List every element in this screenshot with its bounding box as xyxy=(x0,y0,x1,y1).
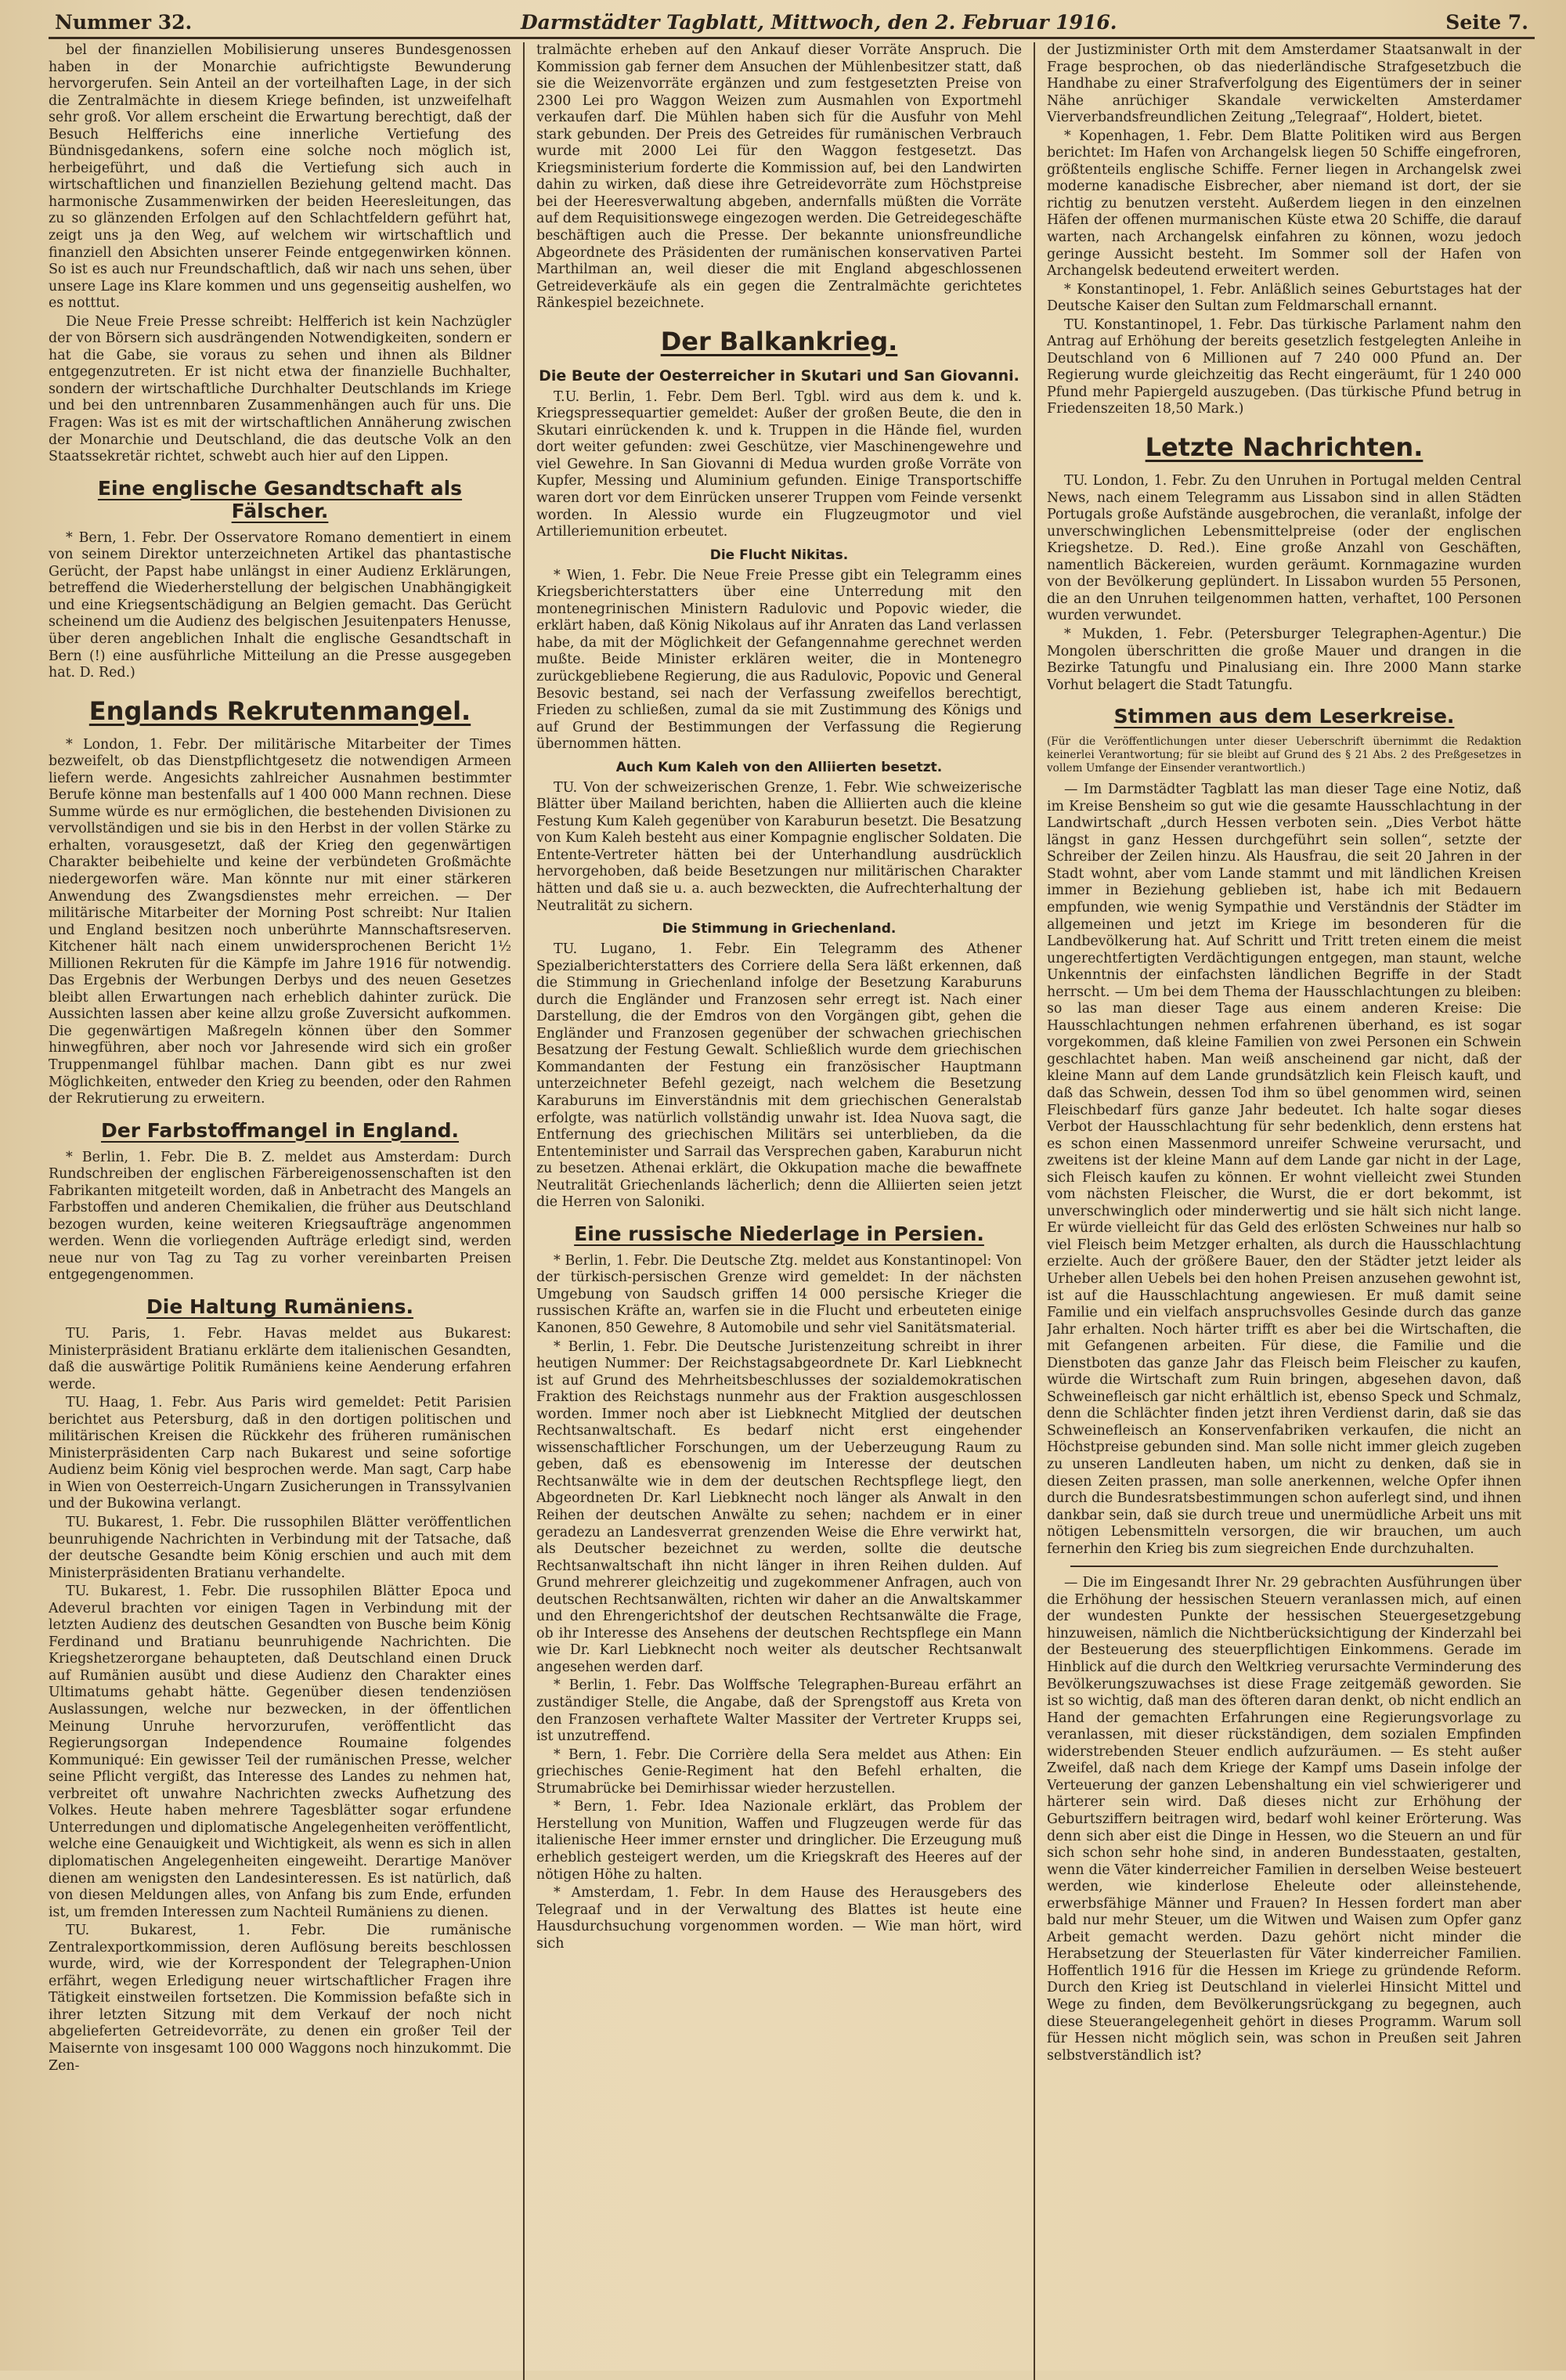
article-paragraph: * Berlin, 1. Febr. Die Deutsche Ztg. meldet aus Konstantinopel: Von der türkisch-persischen Grenze wird gemeldet: In der nächsten Umgebung von Saudsch griffen 14 000 persische Krieger die russischen Kräfte an, warfen sie in die Flucht und erbeuteten einige Kanonen, 850 Gewehre, 8 Automobile und sehr viel Sanitätsmaterial. xyxy=(536,1252,1022,1336)
column-3 xyxy=(1047,42,1521,2380)
article-paragraph: TU. Von der schweizerischen Grenze, 1. Febr. Wie schweizerische Blätter über Mailand berichten, haben die Alliierten auch die kleine Festung Kum Kaleh gegenüber von Karaburun besetzt. Die Besatzung von Kum Kaleh besteht aus einer Kompagnie englischer Soldaten. Die Entente-Vertreter hätten bei der Unterhandlung ausdrücklich hervorgehoben, daß beide Besetzungen nur militärischen Charakter hätten und daß sie u. a. auch bezweckten, die Aufrechterhaltung der Neutralität zu sichern. xyxy=(536,779,1022,914)
article-paragraph: TU. Bukarest, 1. Febr. Die rumänische Zentralexportkommission, deren Auflösung bereits beschlossen wurde, wird, wie der Korrespondent der Telegraphen-Union erfährt, wegen Erledigung neuer wirtschaftlicher Fragen ihre Tätigkeit einstweilen fortsetzen. Die Kommission befaßte sich in ihrer letzten Sitzung mit dem Verkauf der noch nicht abgelieferten Getreidevorräte, zu denen ein großer Teil der Maisernte von insgesamt 100 000 Waggons noch hinzukommt. Die Zen- xyxy=(49,1923,511,2074)
article-paragraph: * Kopenhagen, 1. Febr. Dem Blatte Politiken wird aus Bergen berichtet: Im Hafen von Archangelsk liegen 50 Schiffe eingefroren, größtenteils englische Schiffe. Ferner liegen in Archangelsk zwei moderne kanadische Eisbrecher, aber niemand ist dort, der sie richtig zu benutzen versteht. Außerdem liegen in den einzelnen Häfen der offenen murmanischen Küste etwa 20 Schiffe, die darauf warten, nach Archangelsk einfahren zu können, wozu jedoch geringe Aussicht besteht. Im Sommer soll der Hafen von Archangelsk bedeutend erweitert werden. xyxy=(1047,128,1521,280)
article-paragraph: TU. Paris, 1. Febr. Havas meldet aus Bukarest: Ministerpräsident Bratianu erklärte dem italienischen Gesandten, daß die auswärtige Politik Rumäniens keine Aenderung erfahren werde. xyxy=(49,1326,511,1392)
article-paragraph: * Amsterdam, 1. Febr. In dem Hause des Herausgebers des Telegraaf und in der Verwaltung des Blattes ist heute eine Hausdurchsuchung vorgenommen worden. — Wie man hört, wird sich xyxy=(536,1885,1022,1952)
article-headline: Letzte Nachrichten. xyxy=(1145,432,1423,463)
column-2 xyxy=(536,42,1022,2380)
editorial-note: (Für die Veröffentlichungen unter dieser Ueberschrift übernimmt die Redaktion keinerlei Verantwortung; für sie bleibt auf Grund des § 21 Abs. 2 des Preßgesetzes in vollem Umfange der Einsender verantwortlich.) xyxy=(1047,735,1521,775)
article-paragraph: — Die im Eingesandt Ihrer Nr. 29 gebrachten Ausführungen über die Erhöhung der hessischen Steuern veranlassen mich, auf einen der wundesten Punkte der hessischen Steuergesetzgebung hinzuweisen, nämlich die Nichtberücksichtigung der Kinderzahl bei der Besteuerung des steuerpflichtigen Einkommens. Gerade im Hinblick auf die durch den Weltkrieg verursachte Verminderung des Bevölkerungszuwachses ist diese Frage zeitgemäß geworden. Sie ist so wichtig, daß man des öfteren daran denkt, ob nicht endlich an Hand der gemachten Erfahrungen eine Regierungsvorlage zu veranlassen, mit dieser rückständigen, dem sozialen Empfinden widerstrebenden Steuer endlich aufzuräumen. — Es steht außer Zweifel, daß nach dem Kriege der Kampf ums Dasein infolge der Verteuerung der ganzen Lebenshaltung ein viel schwierigerer und härterer sein wird. Daß dieses nicht zur Erhöhung der Geburtsziffern beitragen wird, bedarf wohl keiner Erörterung. Was denn sich aber eist die Dinge in Hessen, wo die Steuern an und für sich schon sehr hohe sind, in anderen Bundesstaaten, gestalten, wenn die Väter kinderreicher Familien in derselben Weise besteuert werden, wie kinderlose Eheleute oder alleinstehende, erwerbsfähige Männer und Frauen? In Hessen fordert man aber bald nur mehr Steuer, um die Witwen und Waisen zum Opfer ganz Arbeit gemacht werden. Dazu gehört nicht minder die Herabsetzung der Steuerlasten für Väter kinderreicher Familien. Hoffentlich 1916 für die Hessen im Kriege zu gründende Reform. Durch den Krieg ist Deutschland in vielerlei Hinsicht Mittel und Wege zu finden, dem Bevölkerungsrückgang zu begegnen, auch diese Steuerangelegenheit gehört in dieses Programm. Warum soll für Hessen nicht möglich sein, was schon in Preußen seit Jahren selbstverständlich ist? xyxy=(1047,1575,1521,2064)
article-paragraph: * Konstantinopel, 1. Febr. Anläßlich seines Geburtstages hat der Deutsche Kaiser den Sultan zum Feldmarschall ernannt. xyxy=(1047,281,1521,315)
article-paragraph: * Berlin, 1. Febr. Das Wolffsche Telegraphen-Bureau erfährt an zuständiger Stelle, die Angabe, daß der Sprengstoff aus Kreta von den Franzosen verhaftete Walter Massiter der Vertreter Krupps sei, ist unzutreffend. xyxy=(536,1678,1022,1745)
article-paragraph: TU. Lugano, 1. Febr. Ein Telegramm des Athener Spezialberichterstatters des Corriere della Sera läßt erkennen, daß die Stimmung in Griechenland infolge der Besetzung Karaburuns durch die Engländer und Franzosen sehr erregt ist. Nach einer Darstellung, die der Emdros von den Vorgängen gibt, gehen die Engländer und Franzosen gegenüber der schwachen griechischen Besatzung der Festung Gewalt. Schließlich wurde dem griechischen Kommandanten der Festung ein französischer Hauptmann unterzeichneter Befehl gezeigt, nach welchem die Besetzung Karaburuns im Einverständnis mit dem griechischen Generalstab erfolgte, was natürlich vollständig unwahr ist. Idea Nuova sagt, die Entfernung des griechischen Militärs sei unterblieben, da die Ententeminister und Sarrail das Versprechen gaben, Karaburun nicht zu besetzen. Athenai erklärt, die Okkupation mache die bewaffnete Neutralität Griechenlands lächerlich; denn die Alliierten seien jetzt die Herren von Saloniki. xyxy=(536,941,1022,1211)
article-headline: Die Flucht Nikitas. xyxy=(709,547,849,563)
masthead xyxy=(49,11,1535,39)
issue-number: Nummer 32. xyxy=(55,11,193,34)
column-1 xyxy=(49,42,511,2380)
column-rule xyxy=(1034,42,1035,2380)
article-paragraph: * Wien, 1. Febr. Die Neue Freie Presse gibt ein Telegramm eines Kriegsberichterstatters über eine Unterredung mit den montenegrinischen Ministern Radulovic und Popovic wieder, die erklärt haben, daß König Nikolaus auf ihr Anraten das Land verlassen habe, da mit der Möglichkeit der Gefangennahme gerechnet werden mußte. Beide Minister erklären weiter, die in Montenegro zurückgebliebene Regierung, die aus Radulovic, Popovic und General Besovic bestand, sei nach der Verfassung zweifellos berechtigt, Frieden zu schließen, zumal da sie mit Zustimmung des Königs und auf Grund der Bestimmungen der Verfassung die Regierung übernommen hätten. xyxy=(536,567,1022,753)
article-headline: Stimmen aus dem Leserkreise. xyxy=(1113,705,1455,728)
article-headline: Auch Kum Kaleh von den Alliierten besetzt. xyxy=(615,759,943,775)
article-headline: Der Farbstoffmangel in England. xyxy=(100,1118,460,1142)
article-headline: Eine russische Niederlage in Persien. xyxy=(574,1222,984,1245)
article-paragraph: * Bern, 1. Febr. Die Corrière della Sera meldet aus Athen: Ein griechisches Genie-Regiment hat den Befehl erhalten, die Strumabrücke bei Demirhissar wieder herzustellen. xyxy=(536,1746,1022,1797)
article-headline: Eine englische Gesandtschaft als Fälscher. xyxy=(97,476,463,522)
article-paragraph: TU. London, 1. Febr. Zu den Unruhen in Portugal melden Central News, nach einem Telegramm aus Lissabon sind in allen Städten Portugals große Aufstände ausgebrochen, die veranlaßt, infolge der unverschwinglichen Lebensmittelpreise (oder der englischen Kriegshetze. D. Red.). Eine große Anzahl von Geschäften, namentlich Bäckereien, wurden geräumt. Kornmagazine wurden von der Bevölkerung geplündert. In Lissabon wurden 55 Personen, die an den Unruhen teilgenommen hatten, verhaftet, 100 Personen wurden verwundet. xyxy=(1047,473,1521,624)
article-headline: Die Stimmung in Griechenland. xyxy=(662,921,897,937)
article-paragraph: TU. Haag, 1. Febr. Aus Paris wird gemeldet: Petit Parisien berichtet aus Petersburg, daß in den dortigen politischen und militärischen Kreisen die Rückkehr des früheren rumänischen Ministerpräsidenten Carp nach Bukarest und seine sofortige Audienz beim König viel besprochen werde. Man sagt, Carp habe in Wien von Oesterreich-Ungarn Zusicherungen in Transsylvanien und der Bukowina verlangt. xyxy=(49,1395,511,1512)
article-paragraph: TU. Konstantinopel, 1. Febr. Das türkische Parlament nahm den Antrag auf Erhöhung der bereits gesetzlich festgelegten Anleihe in Deutschland von 6 Millionen auf 7 240 000 Pfund an. Der Regierung wurde gleichzeitig das Recht eingeräumt, für 1 240 000 Pfund mehr Papiergeld auszugeben. (Das türkische Pfund betrug in Friedenszeiten 18,50 Mark.) xyxy=(1047,316,1521,417)
columns xyxy=(49,42,1535,2380)
article-headline: Die Haltung Rumäniens. xyxy=(146,1295,413,1318)
article-paragraph: tralmächte erheben auf den Ankauf dieser Vorräte Anspruch. Die Kommission gab ferner dem Ansuchen der Mühlenbesitzer statt, daß sie die Weizenvorräte ergänzen und zum festgesetzten Preise von 2300 Lei pro Waggon Weizen zum Ausmahlen von Exportmehl verkaufen darf. Die Mühlen haben sich für die Ausfuhr von Mehl stark gebunden. Der Preis des Getreides für rumänischen Verbrauch wurde mit 2000 Lei für den Waggon festgesetzt. Das Kriegsministerium forderte die Kommission auf, bei den Landwirten dahin zu wirken, daß diese ihre Getreidevorräte zum Höchstpreise bei der Heeresverwaltung abgeben, andernfalls müßten die Vorräte auf dem Requisitionswege eingezogen werden. Die Getreidegeschäfte beschäftigen auch die Presse. Der bekannte unionsfreundliche Abgeordnete des Präsidenten der rumänischen konservativen Partei Marthilman an, weil dieser die mit England abgeschlossenen Getreideverkäufe als ein gegen die Zentralmächte gerichtetes Ränkespiel bezeichnete. xyxy=(536,42,1022,312)
article-headline: Englands Rekrutenmangel. xyxy=(88,695,471,726)
article-paragraph: bel der finanziellen Mobilisierung unseres Bundesgenossen haben in der Monarchie aufrichtigste Bewunderung hervorgerufen. Sein Anteil an der vorteilhaften Lage, in der sich die Zentralmächte in diesem Kriege befinden, ist unzweifelhaft sehr groß. Vor allem erscheint die Erwartung berechtigt, daß der Besuch Helfferichs eine innerliche Vertiefung des Bündnisgedankens, sofern eine solche noch möglich ist, herbeigeführt, und daß die Vertiefung sich auch in wirtschaftlichen und finanziellen Beziehung geltend macht. Das harmonische Zusammenwirken der beiden Heeresleitungen, das zu so glänzenden Erfolgen auf den Schlachtfeldern geführt hat, zeigt uns ja den Weg, auf welchem wir wirtschaftlich und finanziell den Absichten unserer Feinde entgegenwirken können. So ist es auch nur Freundschaftlich, daß wir nach uns sehen, über unsere Lage ins Klare kommen und uns gegenseitig aushelfen, wo es notttut. xyxy=(49,42,511,312)
article-paragraph: der Justizminister Orth mit dem Amsterdamer Staatsanwalt in der Frage besprochen, ob das niederländische Strafgesetzbuch die Handhabe zu einer Strafverfolgung des Eigentümers der in seiner Nähe anrüchiger Skandale verwickelten Amsterdamer Vierverbandsfreundlichen Zeitung „Telegraaf“, Holdert, bietet. xyxy=(1047,42,1521,126)
article-paragraph: Die Neue Freie Presse schreibt: Helfferich ist kein Nachzügler der von Börsern sich ausdrängenden Notwendigkeiten, sondern er hat die Gabe, sie voraus zu sehen und ihnen als Bildner entgegenzutreten. Er ist nicht etwa der finanzielle Buchhalter, sondern der wirtschaftliche Durchhalter Deutschlands im Kriege und bei den untrennbaren Zusammenhängen auch für uns. Die Fragen: Was ist es mit der wirtschaftlichen Annäherung zwischen der Monarchie und Deutschland, die das deutsche Volk an den Staatssekretär richtet, schwebt auch hier auf den Lippen. xyxy=(49,313,511,465)
article-paragraph: T.U. Berlin, 1. Febr. Dem Berl. Tgbl. wird aus dem k. und k. Kriegspressequartier gemeldet: Außer der großen Beute, die den in Skutari einrückenden k. und k. Truppen in die Hände fiel, wurden dort weiter gefunden: zwei Geschütze, vier Maschinengewehre und viel Gewehre. In San Giovanni di Medua wurden große Vorräte von Kupfer, Messing und Aluminium gefunden. Einige Transportschiffe waren dort vor dem Einrücken unserer Truppen vom Feinde versenkt worden. In Alessio wurde ein Flugzeugmotor und viel Artilleriemunition erbeutet. xyxy=(536,388,1022,540)
article-paragraph: * Berlin, 1. Febr. Die B. Z. meldet aus Amsterdam: Durch Rundschreiben der englischen Färbereigenossenschaften ist den Fabrikanten mitgeteilt worden, daß in Anbetracht des Mangels an Farbstoffen und anderen Chemikalien, die früher aus Deutschland bezogen wurden, keine weiteren Kriegsaufträge angenommen werden. Wenn die vorliegenden Aufträge erledigt sind, werden neue nur von Tag zu Tag zu vorher vereinbarten Preisen entgegengenommen. xyxy=(49,1149,511,1284)
article-paragraph: * Mukden, 1. Febr. (Petersburger Telegraphen-Agentur.) Die Mongolen überschritten die große Mauer und drangen in die Bezirke Tatungfu und Pinalusiang ein. Ihre 2000 Mann starke Vorhut belagert die Stadt Tatungfu. xyxy=(1047,626,1521,693)
article-headline: Der Balkankrieg. xyxy=(660,326,898,356)
column-rule xyxy=(523,42,525,2380)
article-paragraph: * Berlin, 1. Febr. Die Deutsche Juristenzeitung schreibt in ihrer heutigen Nummer: Der Reichstagsabgeordnete Dr. Karl Liebknecht ist auf Grund des Mehrheitsbeschlusses der sozialdemokratischen Fraktion des Reichstags nunmehr aus der Fraktion ausgeschlossen worden. Immer noch aber ist Liebknecht Mitglied der deutschen Rechtsanwaltschaft. Es bedarf nicht erst eingehender wissenschaftlicher Forschungen, um der Ueberzeugung Raum zu geben, daß es ebensowenig im Interesse der deutschen Rechtsanwälte wie in dem der deutschen Rechtspflege liegt, den Abgeordneten Dr. Karl Liebknecht noch länger als Anwalt in den Reihen der deutschen Anwälte zu sehen; nachdem er in einer geradezu an Landesverrat grenzenden Weise die Ehre verwirkt hat, als Deutscher bezeichnet zu werden, sollte die deutsche Rechtsanwaltschaft ihn nicht länger in ihren Reihen dulden. Auf Grund mehrerer gleichzeitig und zugekommener Anfragen, auch von deutschen Rechtsanwälten, richten wir daher an die Anwaltskammer und den Ehrengerichtshof der deutschen Rechtsanwälte die Frage, ob ihr Interesse des Ansehens der deutschen Rechtspflege ein Mann wie Dr. Karl Liebknecht noch weiter als deutscher Rechtsanwalt angesehen werden darf. xyxy=(536,1338,1022,1675)
article-headline: Die Beute der Oesterreicher in Skutari und San Giovanni. xyxy=(539,367,1019,385)
page-number: Seite 7. xyxy=(1445,11,1528,34)
newspaper-title: Darmstädter Tagblatt, Mittwoch, den 2. Februar 1916. xyxy=(520,11,1117,34)
article-paragraph: * Bern, 1. Febr. Idea Nazionale erklärt, das Problem der Herstellung von Munition, Waffen und Flugzeugen werde für das italienische Heer immer ernster und dringlicher. Die Erzeugung muß erheblich gesteigert werden, um die Kriegskraft des Heeres auf der nötigen Höhe zu halten. xyxy=(536,1799,1022,1883)
article-paragraph: — Im Darmstädter Tagblatt las man dieser Tage eine Notiz, daß im Kreise Bensheim so gut wie die gesamte Hausschlachtung in der Landwirtschaft „durch Hessen verboten sein. „Dies Verbot hätte längst in ganz Hessen durchgeführt sein sollen“, setzte der Schreiber der Zeilen hinzu. Als Hausfrau, die seit 20 Jahren in der Stadt wohnt, aber vom Lande stammt und mit ländlichen Kreisen immer in Beziehung geblieben ist, habe ich mit Bedauern empfunden, wie wenig Sympathie und Verständnis der Städter im allgemeinen und jetzt im Kriege im besonderen für die Landbevölkerung hat. Auf Schritt und Tritt treten einem die meist ungerechtfertigten Verdächtigungen entgegen, man staunt, welche Unkenntnis der einfachsten ländlichen Begriffe in der Stadt herrscht. — Um bei dem Thema der Hausschlachtungen zu bleiben: so las man dieser Tage aus einem anderen Kreise: Die Hausschlachtungen nehmen erfahrenen überhand, es ist sogar vorgekommen, daß kleine Familien von zwei Personen ein Schwein geschlachtet haben. Man weiß anscheinend gar nicht, daß der kleine Mann auf dem Lande grundsätzlich kein Fleisch kauft, und daß das Schwein, dessen Tod ihm so übel genommen wird, seinen Fleischbedarf fürs ganze Jahr bedeutet. Ich halte sogar dieses Verbot der Hausschlachtung für sehr bedenklich, denn erstens hat es schon einen Massenmord unreifer Schweine verursacht, und zweitens ist der kleine Mann auf dem Lande gar nicht in der Lage, sich Fleisch kaufen zu können. Er wohnt vielleicht zwei Stunden vom nächsten Fleischer, die Wurst, die er dort bekommt, ist unverschwinglich oder minderwertig und sie hält sich nicht lange. Er würde vielleicht für das Geld des erlösten Schweines nur halb so viel Fleisch beim Metzger erhalten, als durch die Hausschlachtung erzielte. Auch der größere Bauer, den der Städter jetzt leider als Urheber allen Uebels bei den hohen Preisen anzusehen gewohnt ist, ist auf die Hausschlachtung angewiesen. Er muß damit seine Familie und ein vielfach anspruchsvolles Gesinde durch das ganze Jahr erhalten. Noch härter trifft es aber bei die Wirtschaften, die mit Gefangenen arbeiten. Für diese, die Familie und die Dienstboten das ganze Jahr das Fleisch beim Fleischer zu kaufen, würde die Wirtschaft zum Ruin bringen, abgesehen davon, daß Schweinefleisch gar nicht erhältlich ist, ebenso Speck und Schmalz, denn die Schlächter finden jetzt ihren Verdienst darin, daß sie das Schweinefleisch an Konservenfabriken verkaufen, die nicht an Höchstpreise gebunden sind. Man solle nicht immer gleich zugeben zu unseren Landleuten haben, um nicht zu denken, daß sie in diesen Zeiten prassen, man solle anerkennen, welche Opfer ihnen durch die Bundesratsbestimmungen schon auferlegt sind, und ihnen dankbar sein, daß sie durch treue und unermüdliche Arbeit uns mit nötigen Lebensmitteln versorgen, die wir brauchen, um auch fernerhin den Krieg bis zum siegreichen Ende durchzuhalten. xyxy=(1047,782,1521,1557)
separator xyxy=(1070,1566,1498,1567)
article-paragraph: TU. Bukarest, 1. Febr. Die russophilen Blätter veröffentlichen beunruhigende Nachrichten in Verbindung mit der Tatsache, daß der deutsche Gesandte beim König erschien und auch mit dem Ministerpräsidenten Bratianu verhandelte. xyxy=(49,1515,511,1581)
article-paragraph: * Bern, 1. Febr. Der Osservatore Romano dementiert in einem von seinem Direktor unterzeichneten Artikel das phantastische Gerücht, der Papst habe unlängst in einer Audienz Erklärungen, betreffend die Wiederherstellung der belgischen Unabhängigkeit und eine Kriegsentschädigung an Belgien gemacht. Das Gerücht scheinend um die Audienz des belgischen Jesuitenpaters Henusse, über deren angeblichen Inhalt die englische Gesandtschaft in Bern (!) eine ausführliche Mitteilung an die Presse ausgegeben hat. D. Red.) xyxy=(49,529,511,681)
article-paragraph: TU. Bukarest, 1. Febr. Die russophilen Blätter Epoca und Adeverul brachten vor einigen Tagen in Verbindung mit der letzten Audienz des deutschen Gesandten von Busche beim König Ferdinand und Bratianu beunruhigende Nachrichten. Die Kriegshetzerorgane behaupteten, daß Deutschland einen Druck auf Rumänien ausübt und diese Audienz den Charakter eines Ultimatums gehabt hätte. Gegenüber diesen tendenziösen Auslassungen, welche nur bezwecken, in der öffentlichen Meinung Unruhe hervorzurufen, veröffentlicht das Regierungsorgan Independence Roumaine folgendes Kommuniqué: Ein gewisser Teil der rumänischen Presse, welcher seine Pflicht vergißt, das Interesse des Landes zu nehmen hat, verbreitet oft unwahre Nachrichten zwecks Aufhetzung des Volkes. Heute haben mehrere Tagesblätter sogar erfundene Unterredungen und diplomatische Angelegenheiten veröffentlicht, welche eine Genauigkeit und Wichtigkeit, als wenn es sich in allen diplomatischen Angelegenheiten eingeweiht. Derartige Manöver dienen am wenigsten den Landesinteressen. Es ist natürlich, daß von diesen Meldungen alles, von Anfang bis zum Ende, erfunden ist, um fremden Interessen zum Nachteil Rumäniens zu dienen. xyxy=(49,1584,511,1920)
article-paragraph: * London, 1. Febr. Der militärische Mitarbeiter der Times bezweifelt, ob das Dienstpflichtgesetz die notwendigen Armeen liefern werde. Angesichts zahlreicher Ausnahmen bestimmter Berufe könne man bestenfalls auf 1 400 000 Mann rechnen. Diese Summe würde es nur ermöglichen, die bestehenden Divisionen zu vervollständigen und sie bis in den Herbst in der vollen Stärke zu erhalten, vorausgesetzt, daß der Krieg den gegenwärtigen Charakter beibehielte und keine der verbündeten Großmächte niedergeworfen wäre. Man könnte nur mit einer stärkeren Anwendung des Zwangsdienstes mehr erreichen. — Der militärische Mitarbeiter der Morning Post schreibt: Nur Italien und England besitzen noch unberührte Mannschaftsreserven. Kitchener hält nach einem unwidersprochenen Bericht 1½ Millionen Rekruten für die Kämpfe im Jahre 1916 für notwendig. Das Ergebnis der Werbungen Derbys und des neuen Gesetzes bleibt allen Erwartungen nach erheblich dahinter zurück. Die Aussichten lassen aber keine allzu große Zuversicht aufkommen. Die gegenwärtigen Maßregeln können über den Sommer hinwegführen, aber noch vor Jahresende wird sich ein großer Truppenmangel fühlbar machen. Dann gibt es nur zwei Möglichkeiten, entweder den Krieg zu beenden, oder den Rahmen der Rekrutierung zu erweitern. xyxy=(49,736,511,1107)
